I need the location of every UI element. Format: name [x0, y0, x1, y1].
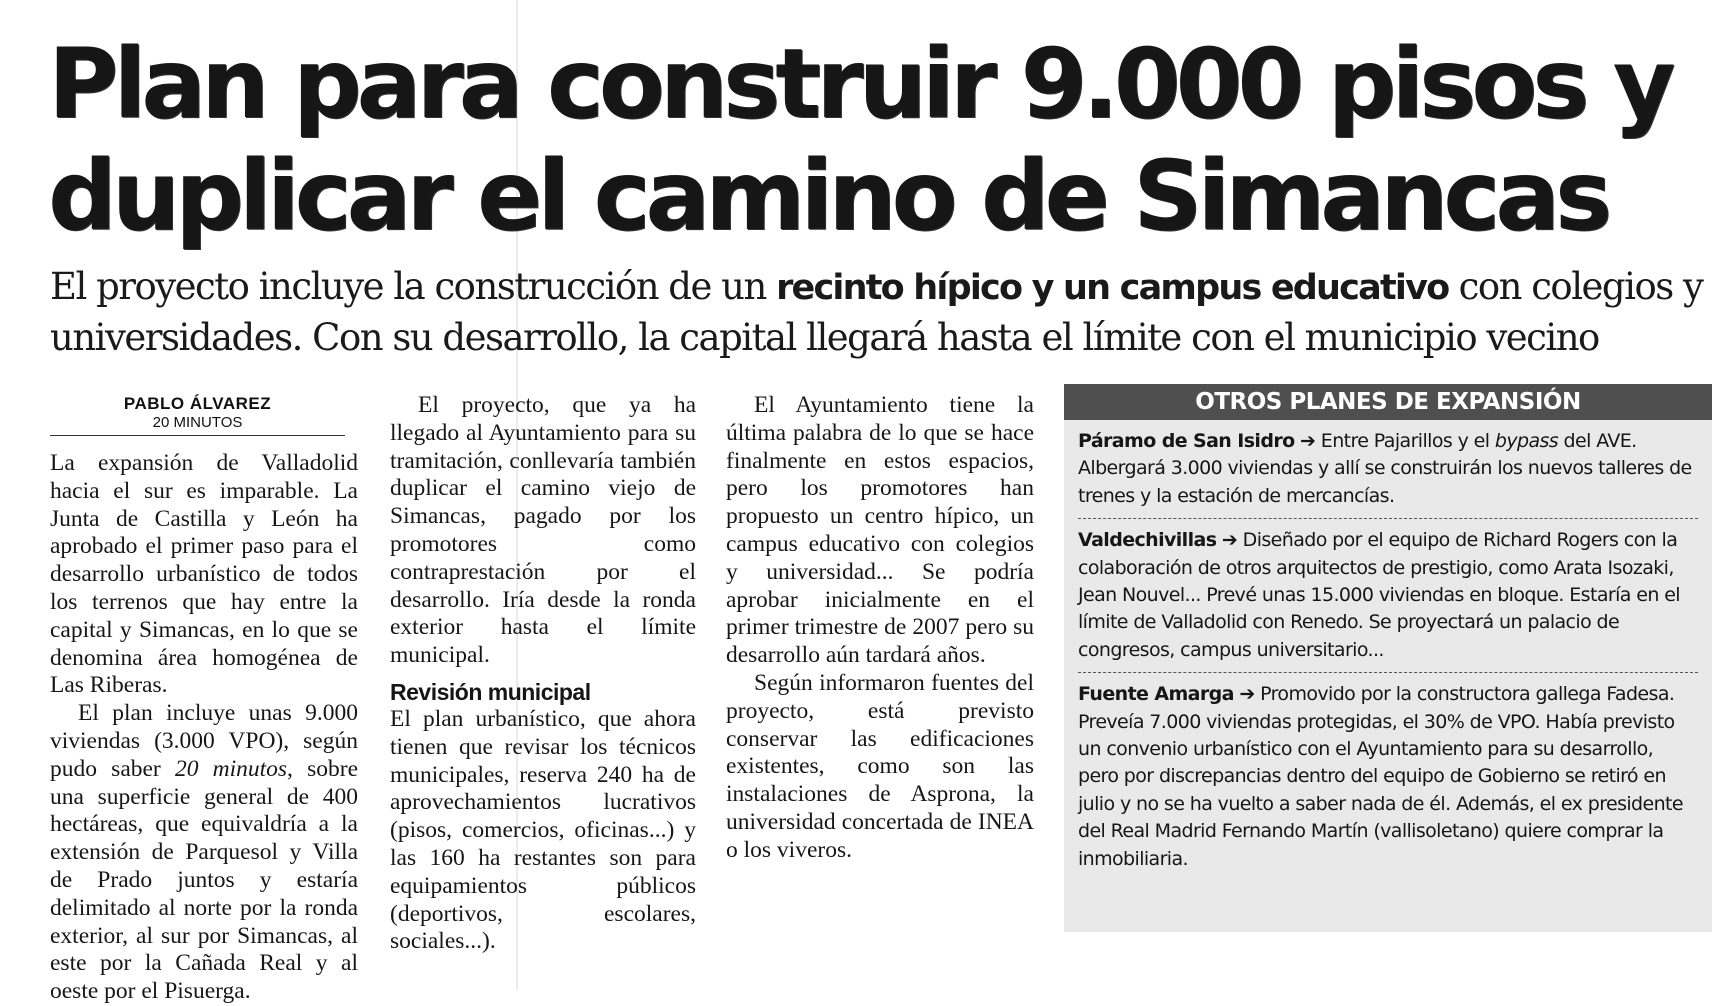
entry-name: Fuente Amarga: [1078, 683, 1234, 706]
paragraph: El plan urbanístico, que ahora tienen que revisar los técnicos municipales, reserva 240 ha de aprovechamientos lucrativos (pisos, comercios, oficinas...) y las 160 ha restantes son para equipamientos públicos (deportivos, escolares, sociales...).: [390, 705, 696, 955]
byline: [50, 394, 345, 436]
paragraph: El proyecto, que ya ha llegado al Ayuntamiento para su tramitación, conllevaría también duplicar el camino viejo de Simancas, pagado por los promotores como contraprestación por el desarrollo. Iría desde la ronda exterior hasta el límite municipal.: [390, 392, 696, 669]
sidebar-entry: [1078, 518, 1698, 672]
subhead-highlight: recinto hípico y un campus educativo: [776, 268, 1449, 308]
entry-name: Páramo de San Isidro: [1078, 430, 1295, 452]
byline-outlet: 20 MINUTOS: [50, 414, 345, 436]
sidebar-entry: [1078, 420, 1698, 518]
entry-text: Entre Pajarillos y el: [1315, 430, 1495, 452]
newspaper-name: 20 minutos: [174, 755, 288, 782]
article-column-3: [726, 392, 1034, 865]
subheadline: [50, 262, 1710, 363]
paragraph: Según informaron fuentes del proyecto, está previsto conservar las edificaciones existentes, como son las instalaciones de Asprona, la universidad concertada de INEA o los viveros.: [726, 669, 1034, 863]
subhead-text-pre: El proyecto incluye la construcción de un: [50, 265, 777, 308]
arrow-icon: ➔: [1300, 430, 1316, 452]
sidebar-title: OTROS PLANES DE EXPANSIÓN: [1064, 384, 1712, 420]
entry-text: Promovido por la constructora gallega Fadesa. Preveía 7.000 viviendas protegidas, el 30% de VPO. Había previsto un convenio urbanístico con el Ayuntamiento para su desarrollo, pero por discrepancias dentro del equipo de Gobierno se retiró en julio y no se ha vuelto a saber nada de él. Además, el ex presidente del Real Madrid Fernando Martín (vallisoletano) quiere comprar la inmobiliaria.: [1078, 683, 1683, 870]
paragraph: La expansión de Valladolid hacia el sur es imparable. La Junta de Castilla y León ha aprobado el primer paso para el desarrollo urbanístico de todos los terrenos que hay entre la capital y Simancas, en lo que se denomina área homogénea de Las Riberas.: [50, 450, 358, 699]
arrow-icon: ➔: [1221, 529, 1238, 552]
arrow-icon: ➔: [1239, 683, 1255, 706]
sidebar-entry: [1078, 672, 1698, 881]
paragraph: [50, 700, 358, 1006]
entry-text: del AVE. Albergará 3.000 viviendas y allí se construirán los nuevos talleres de trenes y la estación de mercancías.: [1078, 430, 1692, 507]
paragraph-text: El plan incluye unas 9.000 viviendas (3.000 VPO), según pudo saber: [50, 700, 358, 782]
entry-name: Valdechivillas: [1078, 529, 1217, 552]
section-subtitle: Revisión municipal: [390, 678, 591, 705]
paragraph-text: , sobre una superficie general de 400 hectáreas, que equivaldría a la extensión de Parquesol y Villa de Prado juntos y estaría delimitado al norte por la ronda exterior, al sur por Simancas, al este por la Cañada Real y al oeste por el Pisuerga.: [50, 755, 358, 1005]
entry-text: Diseñado por el equipo de Richard Rogers con la colaboración de otros arquitectos de prestigio, como Arata Isozaki, Jean Nouvel... Prevé unas 15.000 viviendas en bloque. Estaría en el límite de Valladolid con Renedo. Se proyectará un palacio de congresos, campus universitario...: [1078, 529, 1680, 661]
paragraph: El Ayuntamiento tiene la última palabra de lo que se hace finalmente en estos espacios, pero los promotores han propuesto un centro hípico, un campus educativo con colegios y universidad... Se podría aprobar inicialmente en el primer trimestre de 2007 pero su desarrollo aún tardará años.: [726, 392, 1034, 669]
article-column-1: [50, 450, 358, 1006]
entry-italic: bypass: [1494, 430, 1559, 452]
subhead-text-post: con colegios y universidades. Con su desarrollo, la capital llegará hasta el límite con el municipio vecino: [50, 265, 1703, 359]
sidebar-box: [1064, 384, 1712, 932]
byline-author: PABLO ÁLVAREZ: [123, 394, 272, 413]
headline: Plan para construir 9.000 pisos y duplicar el camino de Simancas: [48, 28, 1671, 252]
article-column-2: [390, 392, 696, 956]
